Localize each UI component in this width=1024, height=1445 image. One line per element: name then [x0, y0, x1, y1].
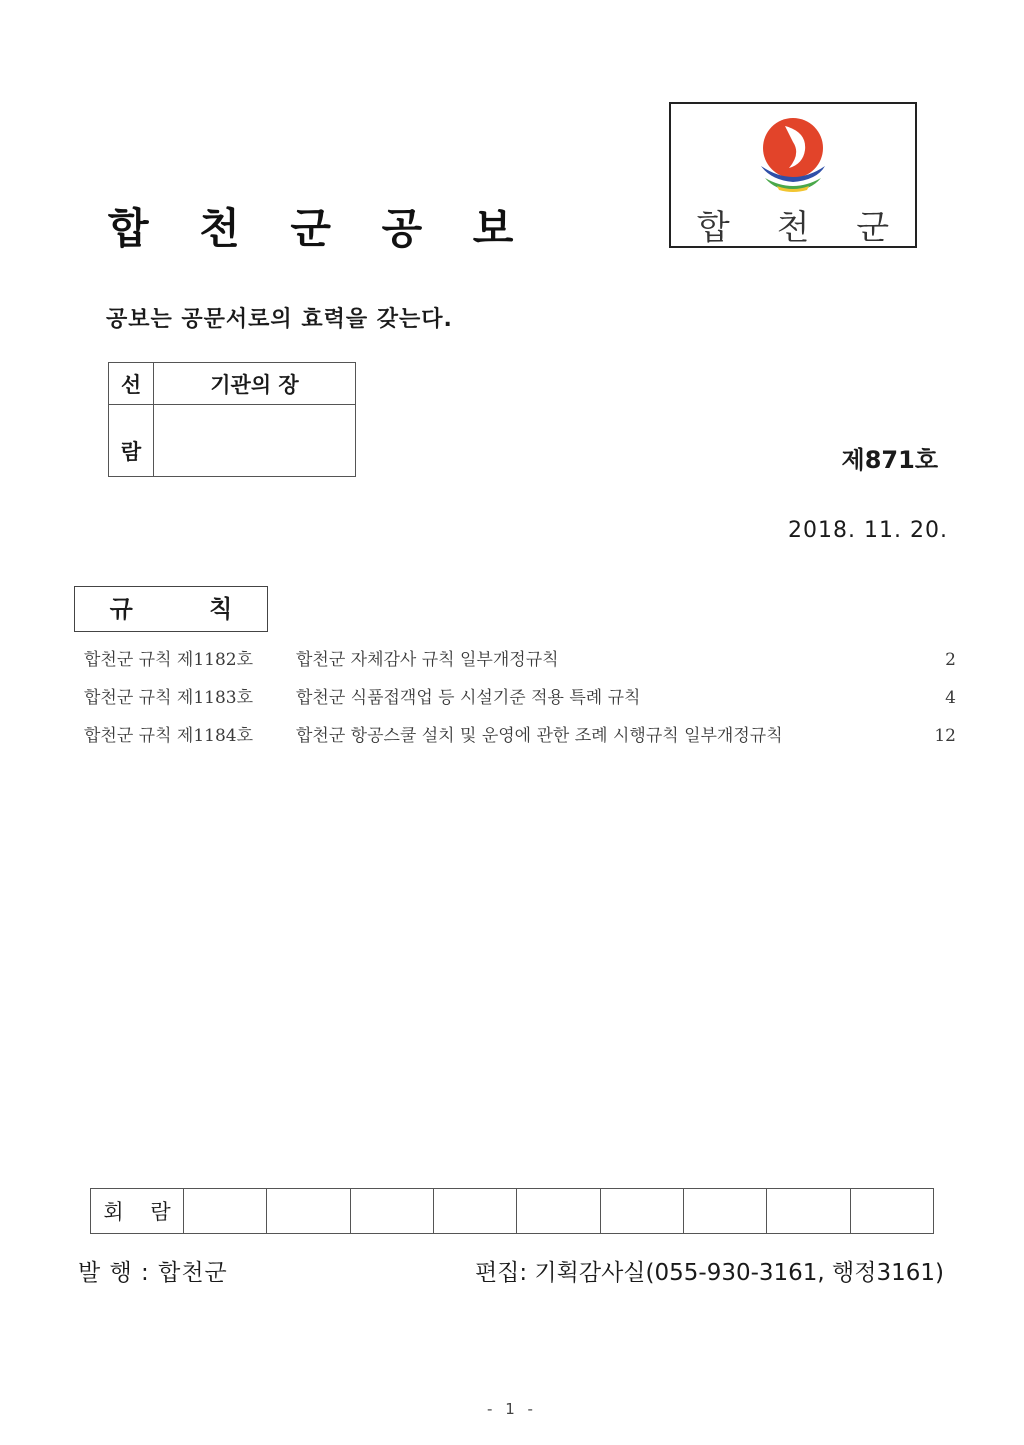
toc-regulation-number: 합천군 규칙 제1184호: [84, 726, 254, 746]
county-logo-box: [669, 102, 917, 248]
toc-regulation-title: 합천군 식품접객업 등 시설기준 적용 특례 규칙: [296, 688, 641, 708]
circulation-label: 회 람: [91, 1189, 184, 1234]
legal-effect-notice: 공보는 공문서로의 효력을 갖는다.: [106, 307, 453, 332]
review-label-top: 선: [109, 363, 154, 405]
page-number: - 1 -: [487, 1400, 537, 1418]
table-of-contents: [84, 646, 956, 760]
circulation-cell: [600, 1189, 683, 1234]
toc-regulation-title: 합천군 자체감사 규칙 일부개정규칙: [296, 650, 559, 670]
toc-page-number: 4: [945, 688, 956, 708]
circulation-cell: [683, 1189, 766, 1234]
circulation-cell: [184, 1189, 267, 1234]
toc-item[interactable]: [84, 722, 956, 760]
section-title: 규 칙: [74, 586, 268, 632]
publisher: 발 행 : 합천군: [78, 1260, 228, 1286]
page-title: 합 천 군 공 보: [108, 204, 532, 253]
circulation-cell: [267, 1189, 350, 1234]
toc-regulation-number: 합천군 규칙 제1183호: [84, 688, 254, 708]
circulation-cell: [433, 1189, 516, 1234]
issue-date: 2018. 11. 20.: [788, 518, 948, 543]
review-signature-cell: [154, 405, 356, 477]
circulation-cell: [767, 1189, 850, 1234]
issue-number: 제871호: [841, 446, 938, 474]
circulation-cell: [517, 1189, 600, 1234]
toc-regulation-title: 합천군 항공스쿨 설치 및 운영에 관한 조례 시행규칙 일부개정규칙: [296, 726, 783, 746]
toc-item[interactable]: [84, 684, 956, 722]
review-label-bottom: 람: [109, 405, 154, 477]
review-column-header: 기관의 장: [154, 363, 356, 405]
review-table: [108, 362, 356, 477]
editor-contact: 편집: 기획감사실(055-930-3161, 행정3161): [474, 1260, 944, 1286]
circulation-table: [90, 1188, 934, 1234]
toc-page-number: 2: [945, 650, 956, 670]
circulation-cell: [350, 1189, 433, 1234]
toc-regulation-number: 합천군 규칙 제1182호: [84, 650, 254, 670]
circulation-cell: [850, 1189, 933, 1234]
county-emblem-icon: [755, 114, 831, 194]
toc-item[interactable]: [84, 646, 956, 684]
logo-county-name: 합 천 군: [696, 208, 908, 248]
toc-page-number: 12: [934, 726, 956, 746]
